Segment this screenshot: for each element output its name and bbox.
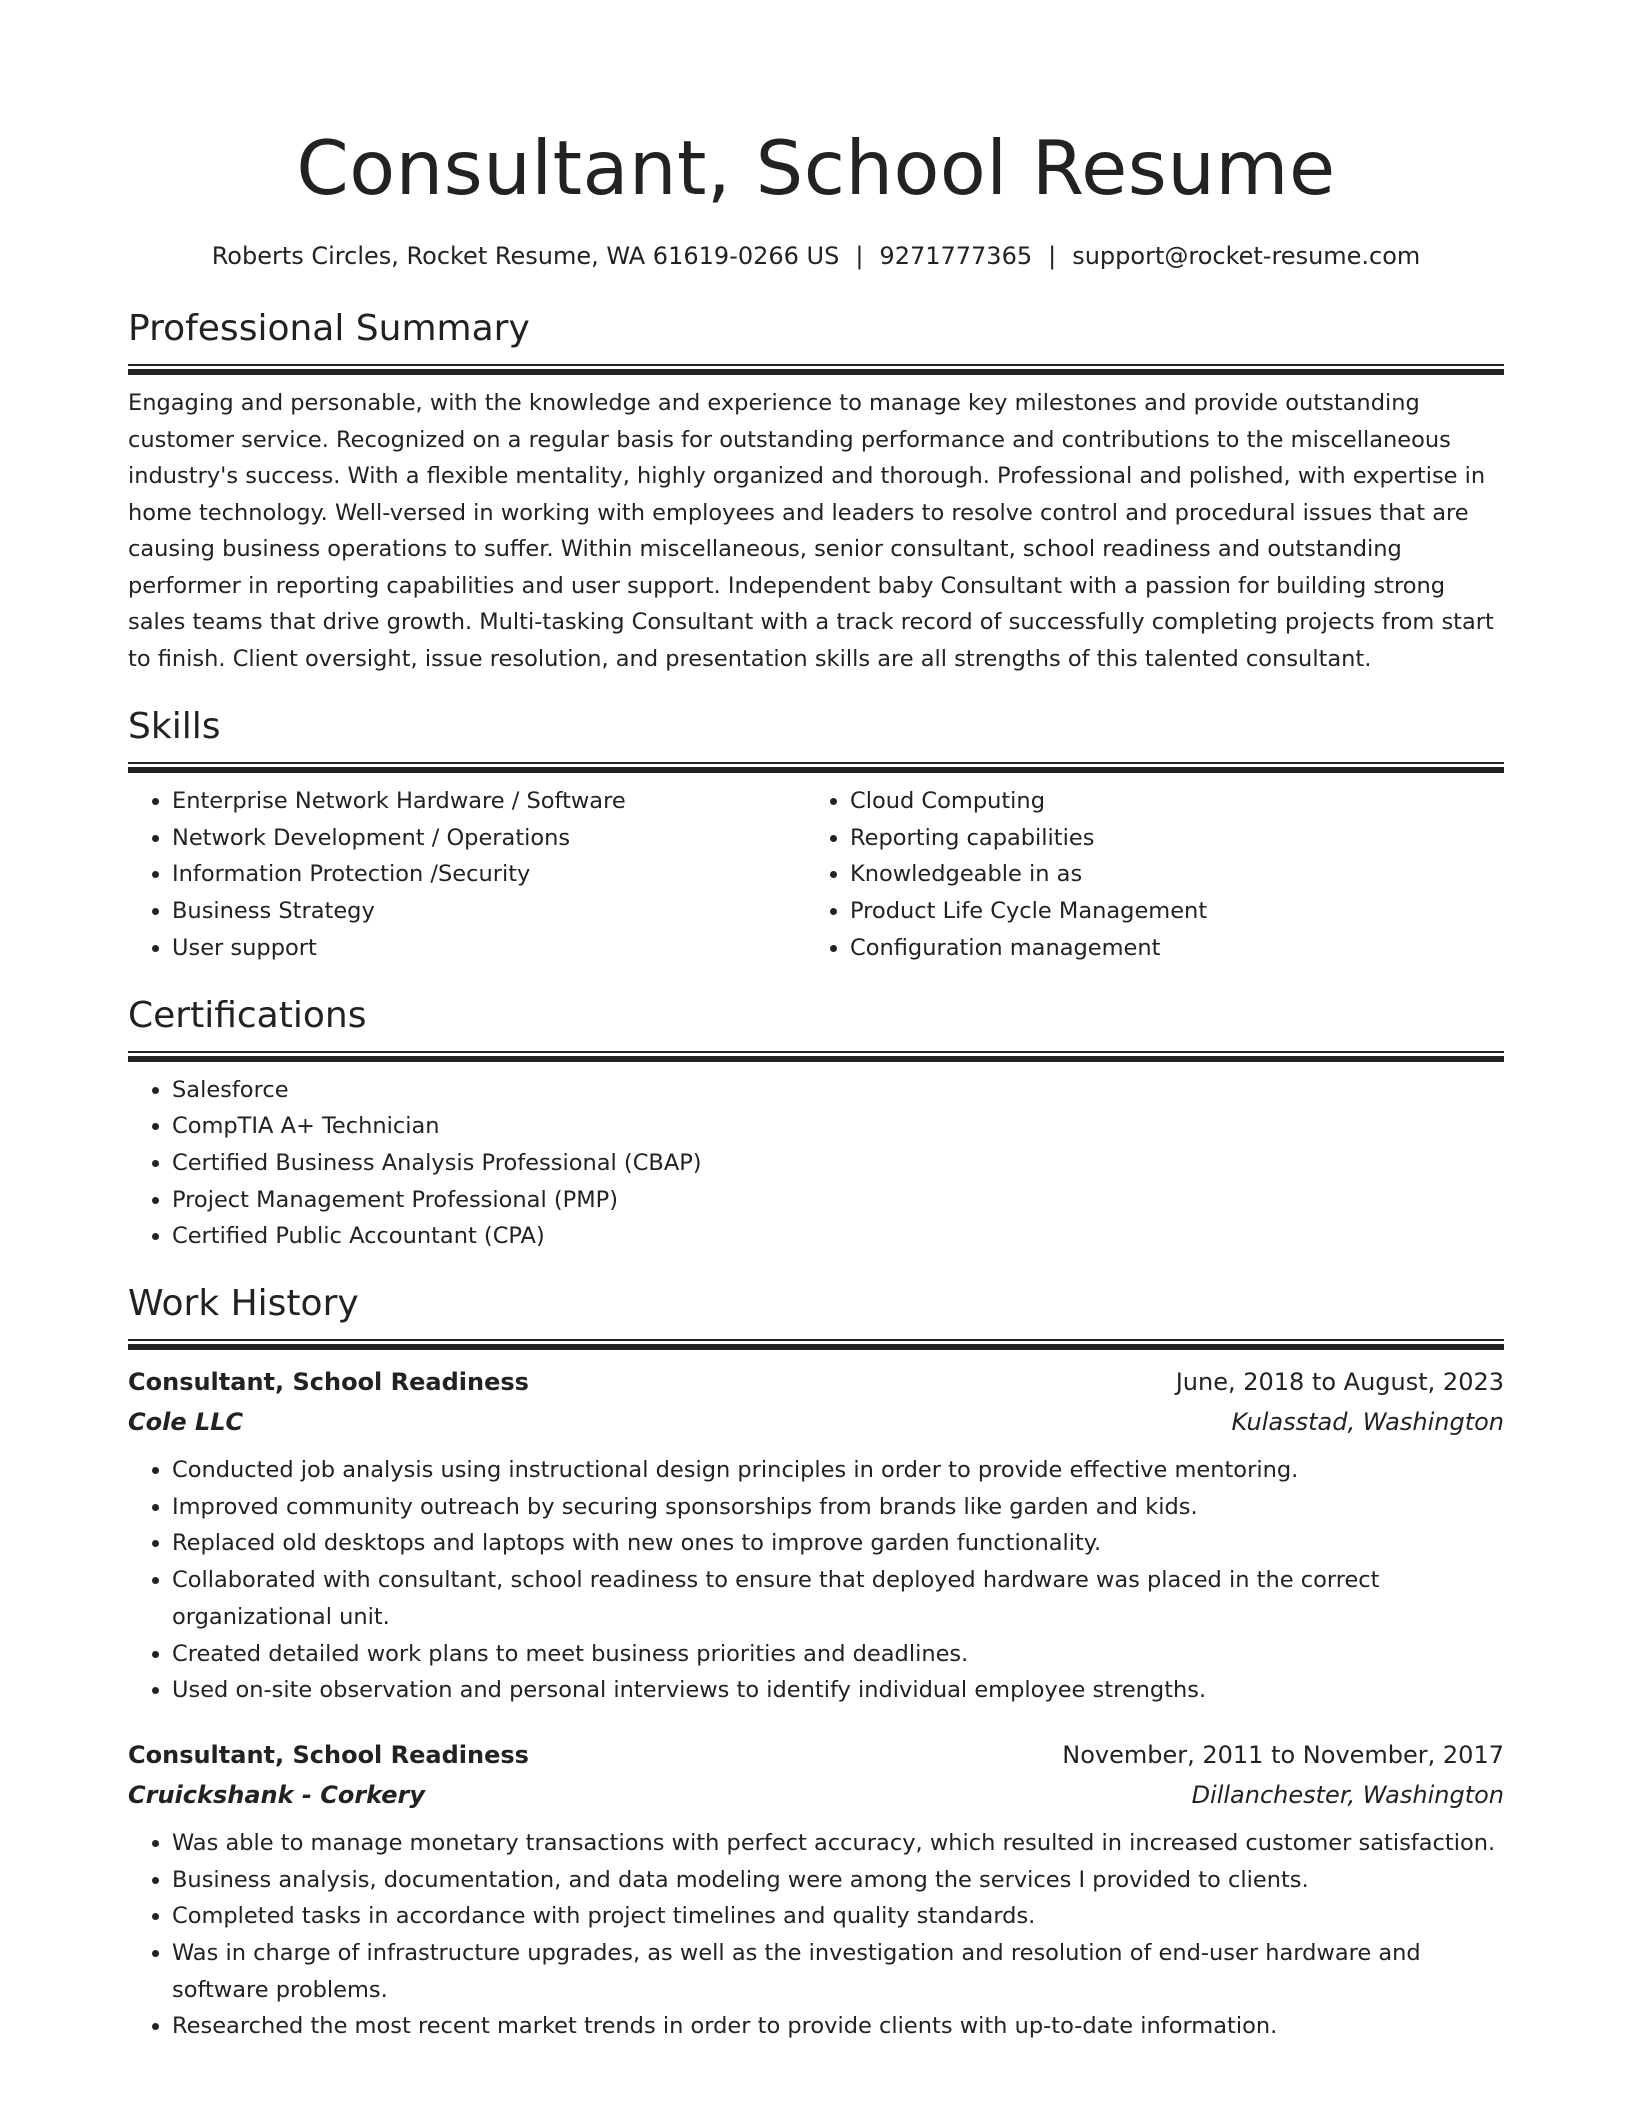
skills-heading: Skills [128, 706, 221, 747]
skill-item: • Enterprise Network Hardware / Software [172, 783, 806, 820]
job-header-row [128, 1735, 1504, 1775]
job-bullet: • Business analysis, documentation, and data modeling were among the services I provided to clients. [172, 1862, 1504, 1899]
job-dates: June, 2018 to August, 2023 [1175, 1368, 1504, 1397]
skill-item: • Business Strategy [172, 893, 806, 930]
contact-address: Roberts Circles, Rocket Resume, WA 61619-0266 US [211, 242, 840, 270]
job-bullet: • Researched the most recent market trends in order to provide clients with up-to-date information. [172, 2008, 1504, 2045]
resume-page [128, 0, 1504, 2045]
job-bullet: • Improved community outreach by securing sponsorships from brands like garden and kids. [172, 1489, 1504, 1526]
work-history-heading: Work History [128, 1283, 359, 1325]
job-company-row [128, 1775, 1504, 1815]
summary-heading: Professional Summary [128, 308, 530, 349]
resume-title: Consultant, School Resume [296, 124, 1336, 212]
contact-phone: 9271777365 [879, 242, 1033, 270]
job-bullet: • Created detailed work plans to meet business priorities and deadlines. [172, 1636, 1504, 1673]
skills-list-right [806, 783, 1484, 967]
work-history-section [128, 1281, 1504, 2045]
skills-grid [128, 783, 1504, 967]
certification-item: • Project Management Professional (PMP) [172, 1182, 1504, 1219]
job-location: Dillanchester, Washington [1191, 1780, 1504, 1809]
section-divider [128, 1051, 1504, 1062]
job-bullet: • Was in charge of infrastructure upgrades, as well as the investigation and resolution of end-user hardware and software problems. [172, 1935, 1504, 2008]
job-entry [128, 1362, 1504, 1709]
job-location: Kulasstad, Washington [1231, 1408, 1504, 1437]
job-title: Consultant, School Readiness [128, 1368, 529, 1397]
skill-item: • Product Life Cycle Management [850, 893, 1484, 930]
summary-text: Engaging and personable, with the knowledge and experience to manage key milestones and provide outstanding customer service. Recognized on a regular basis for outstanding performance and contributions to the miscellaneous industry's success. With a flexible mentality, highly organized and thorough. Professional and polished, with expertise in home technology. Well-versed in working with employees and leaders to resolve control and procedural issues that are causing business operations to suffer. Within miscellaneous, senior consultant, school readiness and outstanding performer in reporting capabilities and user support. Independent baby Consultant with a passion for building strong sales teams that drive growth. Multi-tasking Consultant with a track record of successfully completing projects from start to finish. Client oversight, issue resolution, and presentation skills are all strengths of this talented consultant. [128, 390, 1494, 672]
job-bullets [128, 1452, 1504, 1709]
skills-list-left [128, 783, 806, 967]
job-company: Cruickshank - Corkery [128, 1780, 426, 1809]
job-company-row [128, 1402, 1504, 1442]
job-bullets [128, 1825, 1504, 2045]
contact-line [128, 240, 1504, 272]
section-divider [128, 364, 1504, 375]
job-bullet: • Conducted job analysis using instructional design principles in order to provide effective mentoring. [172, 1452, 1504, 1489]
contact-email: support@rocket-resume.com [1072, 242, 1421, 270]
certifications-heading: Certifications [128, 994, 367, 1036]
contact-separator: | [855, 242, 864, 270]
contact-separator: | [1048, 242, 1057, 270]
job-bullet: • Replaced old desktops and laptops with new ones to improve garden functionality. [172, 1525, 1504, 1562]
skill-item: • Cloud Computing [850, 783, 1484, 820]
skill-item: • Information Protection /Security [172, 856, 806, 893]
job-bullet: • Used on-site observation and personal interviews to identify individual employee strengths. [172, 1672, 1504, 1709]
job-bullet: • Was able to manage monetary transactions with perfect accuracy, which resulted in increased customer satisfaction. [172, 1825, 1504, 1862]
certification-item: • CompTIA A+ Technician [172, 1108, 1504, 1145]
job-company: Cole LLC [128, 1408, 244, 1437]
certification-item: • Certified Business Analysis Professional (CBAP) [172, 1145, 1504, 1182]
job-title: Consultant, School Readiness [128, 1740, 529, 1769]
section-divider [128, 762, 1504, 773]
job-bullet: • Completed tasks in accordance with project timelines and quality standards. [172, 1898, 1504, 1935]
certification-item: • Salesforce [172, 1072, 1504, 1109]
section-divider [128, 1339, 1504, 1350]
job-bullet: • Collaborated with consultant, school readiness to ensure that deployed hardware was placed in the correct organizational unit. [172, 1562, 1504, 1635]
skill-item: • Knowledgeable in as [850, 856, 1484, 893]
skills-section [128, 704, 1504, 967]
certifications-section [128, 993, 1504, 1256]
skill-item: • User support [172, 930, 806, 967]
job-header-row [128, 1362, 1504, 1402]
summary-section [128, 306, 1504, 677]
certifications-list [128, 1072, 1504, 1256]
skill-item: • Reporting capabilities [850, 820, 1484, 857]
skill-item: • Network Development / Operations [172, 820, 806, 857]
certification-item: • Certified Public Accountant (CPA) [172, 1218, 1504, 1255]
skill-item: • Configuration management [850, 930, 1484, 967]
job-dates: November, 2011 to November, 2017 [1062, 1740, 1504, 1769]
job-entry [128, 1735, 1504, 2045]
